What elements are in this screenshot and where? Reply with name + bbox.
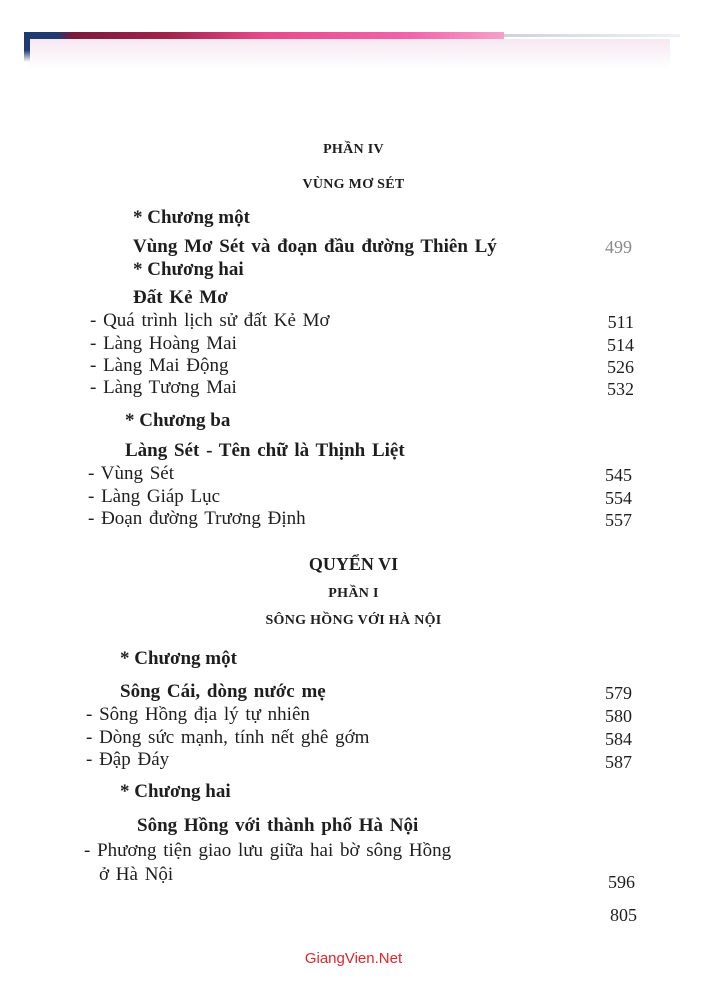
toc-entry: - Dòng sức mạnh, tính nết ghê gớm: [86, 727, 370, 748]
chapter-label: * Chương hai: [120, 781, 231, 802]
volume-heading: QUYỂN VI: [308, 554, 399, 574]
toc-entry: - Làng Mai Động: [90, 355, 229, 376]
toc-entry: - Vùng Sét: [88, 463, 174, 484]
page-edge-top: [24, 32, 504, 39]
page-number: 580: [605, 706, 632, 726]
watermark: GiangVien.Net: [304, 950, 403, 967]
chapter-label: * Chương một: [133, 207, 250, 228]
page-number: 584: [605, 729, 632, 749]
toc-entry: - Đập Đáy: [86, 749, 170, 770]
chapter-label: * Chương hai: [133, 259, 244, 280]
page-edge-top-right: [504, 34, 680, 37]
toc-entry: - Sông Hồng địa lý tự nhiên: [86, 704, 310, 725]
chapter-title: Sông Cái, dòng nước mẹ: [120, 681, 326, 702]
chapter-title: Đất Kẻ Mơ: [133, 287, 228, 308]
page-number: 579: [605, 683, 632, 703]
toc-entry-continuation: ở Hà Nội: [99, 864, 174, 885]
toc-entry: - Quá trình lịch sử đất Kẻ Mơ: [90, 310, 330, 331]
page-number: 554: [605, 488, 632, 508]
toc-entry: - Phương tiện giao lưu giữa hai bờ sông Hồng: [84, 840, 452, 861]
chapter-label: * Chương một: [120, 648, 237, 669]
page-shadow: [30, 39, 670, 69]
chapter-title: Làng Sét - Tên chữ là Thịnh Liệt: [125, 440, 405, 461]
chapter-title: Sông Hồng với thành phố Hà Nội: [137, 815, 419, 836]
page-number: 499: [605, 237, 632, 257]
folio-page-number: 805: [610, 905, 637, 925]
part-iv-heading: PHẦN IV: [323, 142, 384, 157]
page-number: 514: [607, 335, 634, 355]
page-number: 587: [605, 752, 632, 772]
page-number: 545: [605, 465, 632, 485]
part-title: SÔNG HỒNG VỚI HÀ NỘI: [265, 613, 442, 628]
part-heading: PHẦN I: [328, 586, 379, 601]
chapter-title: Vùng Mơ Sét và đoạn đầu đường Thiên Lý: [133, 236, 497, 257]
toc-entry: - Làng Hoàng Mai: [90, 333, 237, 354]
toc-entry: - Làng Giáp Lục: [88, 486, 221, 507]
page-number: 557: [605, 510, 632, 530]
page-number: 526: [607, 357, 634, 377]
chapter-label: * Chương ba: [125, 410, 231, 431]
page-number: 596: [608, 872, 635, 892]
page-number: 532: [607, 379, 634, 399]
toc-entry: - Đoạn đường Trương Định: [88, 508, 306, 529]
part-iv-title: VÙNG MƠ SÉT: [302, 177, 405, 192]
toc-entry: - Làng Tương Mai: [90, 377, 237, 398]
page-number: 511: [607, 312, 634, 332]
